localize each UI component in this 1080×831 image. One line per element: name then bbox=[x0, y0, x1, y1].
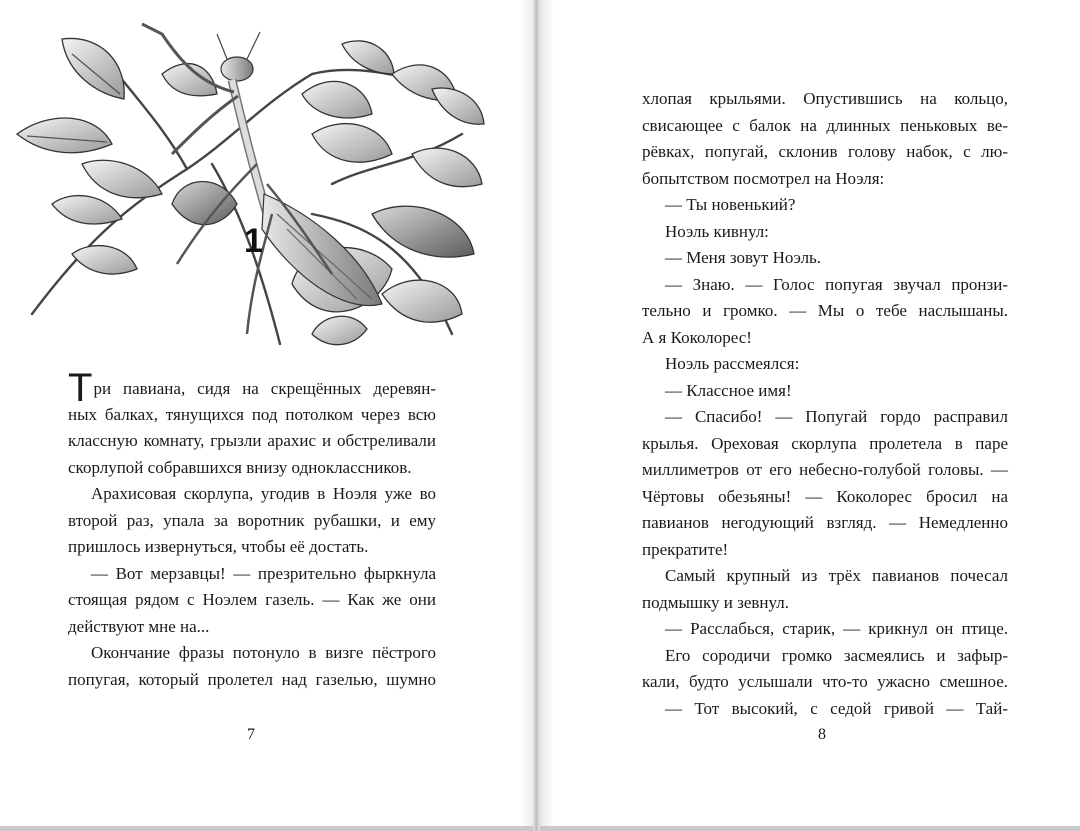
text-line bbox=[68, 640, 436, 667]
text-line-content: классную комнату, грызли арахис и обстреливали bbox=[68, 431, 436, 450]
text-line-content: миллиметров от его небесно-голубой головы. — bbox=[642, 460, 1008, 479]
book-gutter bbox=[533, 0, 540, 831]
text-line bbox=[642, 563, 1008, 590]
text-line-content: скорлупой собравшихся внизу одноклассников. bbox=[68, 457, 412, 477]
text-line-content: прекратите! bbox=[642, 539, 729, 559]
text-line-content: рёвках, попугай, склонив голову набок, с лю- bbox=[642, 142, 1008, 161]
text-line-content: — Меня зовут Ноэль. bbox=[665, 248, 822, 267]
text-line-content: второй раз, упала за воротник рубашки, и ему bbox=[68, 510, 436, 530]
text-line-content: попугая, который пролетел над газелью, шумно bbox=[68, 669, 436, 689]
text-line-content: хлопая крыльями. Опустившись на кольцо, bbox=[642, 89, 1008, 108]
left-page-text bbox=[68, 366, 436, 693]
text-line bbox=[642, 272, 1008, 299]
text-line-content: кали, будто услышали что-то ужасно смешное. bbox=[642, 672, 1008, 691]
text-line bbox=[68, 561, 436, 588]
text-line bbox=[68, 667, 436, 694]
text-line bbox=[642, 351, 1008, 378]
text-line bbox=[68, 508, 436, 535]
text-line-content: Самый крупный из трёх павианов почесал bbox=[665, 566, 1008, 585]
text-line-content: свисающее с балок на длинных пеньковых ве- bbox=[642, 115, 1008, 135]
text-line bbox=[642, 192, 1008, 219]
text-line-content: Чёртовы обезьяны! — Коколорес бросил на bbox=[642, 486, 1008, 506]
text-line-content: Ноэль кивнул: bbox=[665, 221, 769, 241]
text-line bbox=[642, 378, 1008, 405]
text-line-content: бопытством посмотрел на Ноэля: bbox=[642, 168, 885, 188]
page-number-right: 8 bbox=[818, 726, 826, 743]
text-line bbox=[642, 298, 1008, 325]
text-line-content: ри павиана, сидя на скрещённых деревян- bbox=[93, 379, 436, 398]
text-line-content: крылья. Ореховая скорлупа пролетела в паре bbox=[642, 433, 1008, 453]
text-line-content: — Расслабься, старик, — крикнул он птице. bbox=[665, 619, 1008, 638]
text-line bbox=[642, 219, 1008, 246]
text-line bbox=[642, 484, 1008, 511]
text-line bbox=[642, 669, 1008, 696]
text-line bbox=[642, 696, 1008, 723]
text-line-content: Его сородичи громко засмеялись и зафыр- bbox=[665, 645, 1008, 665]
text-line bbox=[68, 481, 436, 508]
text-line bbox=[642, 431, 1008, 458]
drop-cap: Т bbox=[68, 366, 93, 410]
text-line bbox=[642, 245, 1008, 272]
left-page bbox=[0, 0, 533, 826]
text-line bbox=[68, 366, 436, 410]
text-line-content: — Тот высокий, с седой гривой — Тай- bbox=[665, 698, 1008, 718]
text-line bbox=[68, 402, 436, 429]
praying-mantis-illustration bbox=[12, 14, 498, 354]
text-line-content: — Ты новенький? bbox=[665, 195, 796, 214]
text-line bbox=[68, 587, 436, 614]
text-line-content: стоящая рядом с Ноэлем газель. — Как же они bbox=[68, 590, 436, 609]
text-line bbox=[642, 590, 1008, 617]
text-line bbox=[68, 455, 436, 482]
text-line bbox=[642, 139, 1008, 166]
text-line-content: подмышку и зевнул. bbox=[642, 592, 790, 612]
text-line-content: ных балках, тянущихся под потолком через всю bbox=[68, 404, 436, 424]
text-line bbox=[642, 510, 1008, 537]
text-line-content: павианов негодующий взгляд. — Немедленно bbox=[642, 513, 1008, 532]
text-line-content: — Вот мерзавцы! — презрительно фыркнула bbox=[91, 563, 436, 583]
text-line bbox=[642, 457, 1008, 484]
text-line bbox=[68, 614, 436, 641]
text-line bbox=[642, 404, 1008, 431]
text-line-content: действуют мне на... bbox=[68, 616, 210, 636]
text-line bbox=[642, 113, 1008, 140]
text-line-content: Ноэль рассмеялся: bbox=[665, 354, 800, 373]
chapter-number: 1 bbox=[244, 222, 263, 260]
text-line-content: А я Коколорес! bbox=[642, 327, 752, 347]
text-line bbox=[68, 534, 436, 561]
text-line-content: — Классное имя! bbox=[665, 380, 792, 400]
text-line-content: пришлось извернуться, чтобы её достать. bbox=[68, 537, 369, 556]
text-line bbox=[68, 428, 436, 455]
text-line bbox=[642, 616, 1008, 643]
right-page-text bbox=[642, 86, 1008, 722]
text-line-content: тельно и громко. — Мы о тебе наслышаны. bbox=[642, 301, 1008, 320]
text-line bbox=[642, 643, 1008, 670]
text-line bbox=[642, 537, 1008, 564]
text-line-content: — Знаю. — Голос попугая звучал пронзи- bbox=[665, 274, 1008, 294]
text-line bbox=[642, 86, 1008, 113]
text-line bbox=[642, 166, 1008, 193]
text-line-content: Арахисовая скорлупа, угодив в Ноэля уже во bbox=[91, 484, 436, 503]
page-number-left: 7 bbox=[247, 726, 255, 743]
text-line bbox=[642, 325, 1008, 352]
text-line-content: — Спасибо! — Попугай гордо расправил bbox=[665, 407, 1008, 426]
text-line-content: Окончание фразы потонуло в визге пёстрого bbox=[91, 643, 436, 662]
